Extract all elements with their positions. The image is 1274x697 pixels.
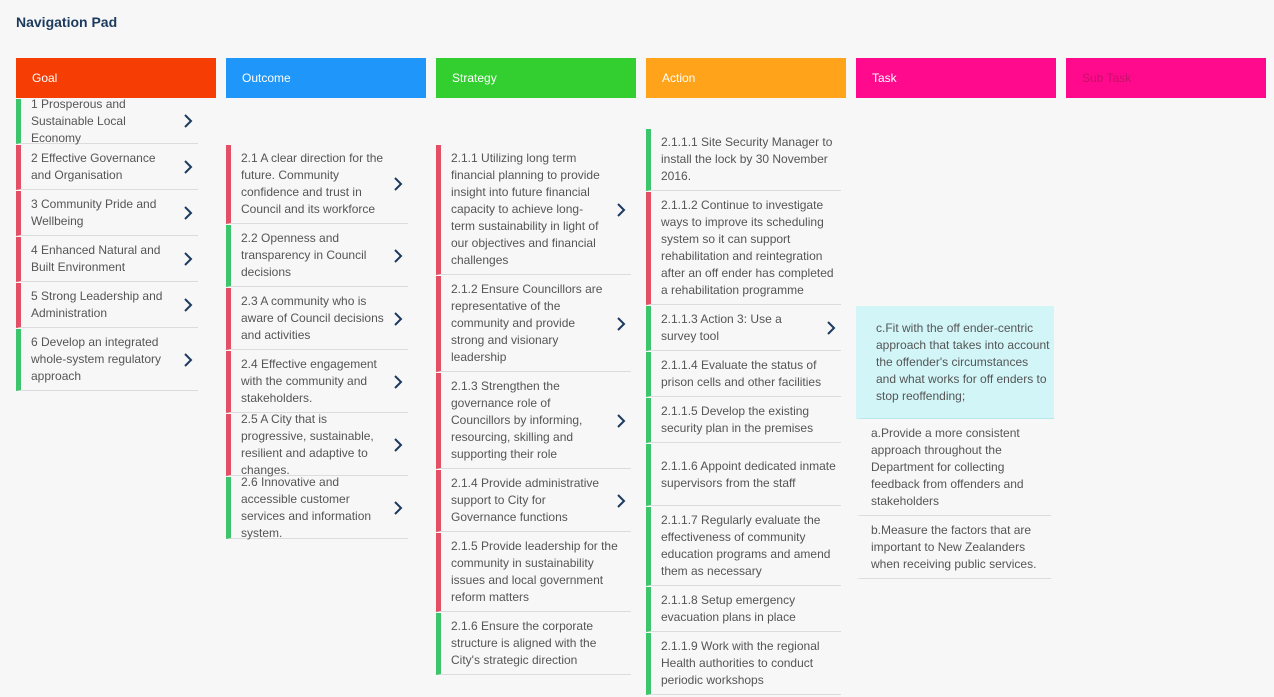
outcome-item[interactable] [226, 288, 408, 350]
task-item[interactable] [856, 420, 1051, 516]
outcome-item[interactable] [226, 474, 408, 540]
chevron-right-icon[interactable] [178, 206, 198, 220]
column-header-task: Task [856, 58, 1056, 98]
action-label: 2.1.1.4 Evaluate the status of prison cells and other facilities [661, 358, 822, 389]
strategy-item[interactable] [436, 533, 631, 612]
strategy-label: 2.1.3 Strengthen the governance role of Councillors by informing, resourcing, skilling and supporting their role [451, 379, 583, 461]
goal-label: 1 Prosperous and Sustainable Local Economy [31, 96, 126, 145]
goal-item[interactable] [16, 283, 198, 328]
action-label: 2.1.1.5 Develop the existing security plan in the premises [661, 404, 814, 435]
strategy-label: 2.1.2 Ensure Councillors are representative of the community and provide strong and visionary leadership [451, 282, 603, 364]
outcome-item[interactable] [226, 411, 408, 477]
action-label: 2.1.1.7 Regularly evaluate the effectiveness of community education programs and amend them as necessary [661, 513, 831, 578]
column-header-action: Action [646, 58, 846, 98]
chevron-right-icon[interactable] [611, 414, 631, 428]
task-item[interactable] [856, 517, 1051, 579]
chevron-right-icon[interactable] [388, 177, 408, 191]
chevron-right-icon[interactable] [388, 249, 408, 263]
strategy-item[interactable] [436, 613, 631, 675]
chevron-right-icon[interactable] [611, 317, 631, 331]
strategy-label: 2.1.4 Provide administrative support to City for Governance functions [451, 476, 600, 524]
goal-label: 4 Enhanced Natural and Built Environment [31, 243, 161, 274]
outcome-label: 2.2 Openness and transparency in Council decisions [241, 231, 367, 279]
task-label: a.Provide a more consistent approach throughout the Department for collecting feedback from offenders and stakeholders [871, 426, 1024, 508]
chevron-right-icon[interactable] [611, 203, 631, 217]
outcome-label: 2.5 A City that is progressive, sustainable, resilient and adaptive to changes. [241, 411, 374, 477]
chevron-right-icon[interactable] [821, 321, 841, 335]
strategy-label: 2.1.5 Provide leadership for the community in sustainability issues and local government reform matters [451, 539, 618, 604]
goal-item[interactable] [16, 237, 198, 282]
chevron-right-icon[interactable] [388, 375, 408, 389]
goal-label: 3 Community Pride and Wellbeing [31, 197, 157, 228]
page-title: Navigation Pad [16, 14, 118, 30]
action-item[interactable] [646, 587, 841, 632]
action-item[interactable] [646, 398, 841, 443]
task-label: c.Fit with the off ender-centric approach that takes into account the offender's circumstances and what works for off enders to stop reoffending; [876, 320, 1050, 403]
action-item[interactable] [646, 633, 841, 695]
action-label: 2.1.1.1 Site Security Manager to install the lock by 30 November 2016. [661, 135, 833, 183]
goal-label: 2 Effective Governance and Organisation [31, 151, 156, 182]
chevron-right-icon[interactable] [388, 438, 408, 452]
action-item[interactable] [646, 129, 841, 191]
outcome-label: 2.1 A clear direction for the future. Community confidence and trust in Council and its workforce [241, 151, 384, 216]
strategy-item[interactable] [436, 145, 631, 275]
action-label: 2.1.1.6 Appoint dedicated inmate supervisors from the staff [661, 458, 836, 490]
outcome-label: 2.4 Effective engagement with the community and stakeholders. [241, 357, 377, 405]
chevron-right-icon[interactable] [178, 298, 198, 312]
column-header-sub-task: Sub Task [1066, 58, 1266, 98]
outcome-item[interactable] [226, 145, 408, 224]
goal-item[interactable] [16, 145, 198, 190]
strategy-item[interactable] [436, 470, 631, 532]
action-item[interactable] [646, 192, 841, 305]
column-header-strategy: Strategy [436, 58, 636, 98]
action-item[interactable] [646, 444, 841, 506]
action-label: 2.1.1.8 Setup emergency evacuation plans in place [661, 593, 796, 624]
goal-item[interactable] [16, 191, 198, 236]
strategy-item[interactable] [436, 276, 631, 372]
goal-label: 5 Strong Leadership and Administration [31, 289, 163, 320]
chevron-right-icon[interactable] [388, 501, 408, 515]
strategy-label: 2.1.6 Ensure the corporate structure is aligned with the City's strategic direction [451, 619, 597, 667]
goal-label: 6 Develop an integrated whole-system regulatory approach [31, 335, 162, 383]
action-label: 2.1.1.3 Action 3: Use a survey tool [661, 312, 782, 343]
chevron-right-icon[interactable] [611, 494, 631, 508]
chevron-right-icon[interactable] [178, 160, 198, 174]
action-label: 2.1.1.2 Continue to investigate ways to improve its scheduling system so it can support rehabilitation and reintegration after an off ender has completed a rehabilitation programme [661, 198, 834, 297]
chevron-right-icon[interactable] [178, 252, 198, 266]
action-item[interactable] [646, 352, 841, 397]
outcome-label: 2.6 Innovative and accessible customer services and information system. [241, 474, 372, 540]
chevron-right-icon[interactable] [178, 353, 198, 367]
column-header-outcome: Outcome [226, 58, 426, 98]
strategy-item[interactable] [436, 373, 631, 469]
action-label: 2.1.1.9 Work with the regional Health authorities to conduct periodic workshops [661, 639, 820, 687]
strategy-label: 2.1.1 Utilizing long term financial planning to provide insight into future financial capacity to achieve long-term sustainability in light of our objectives and financial challenges [451, 151, 600, 267]
task-item-selected[interactable] [856, 306, 1054, 419]
action-item[interactable] [646, 306, 841, 351]
outcome-item[interactable] [226, 225, 408, 287]
column-header-goal: Goal [16, 58, 216, 98]
outcome-item[interactable] [226, 351, 408, 413]
goal-item[interactable] [16, 329, 198, 391]
task-label: b.Measure the factors that are important to New Zealanders when receiving public services. [871, 523, 1037, 571]
outcome-label: 2.3 A community who is aware of Council decisions and activities [241, 294, 384, 342]
action-item[interactable] [646, 507, 841, 586]
chevron-right-icon[interactable] [178, 114, 198, 128]
goal-item[interactable] [16, 96, 198, 145]
chevron-right-icon[interactable] [388, 312, 408, 326]
